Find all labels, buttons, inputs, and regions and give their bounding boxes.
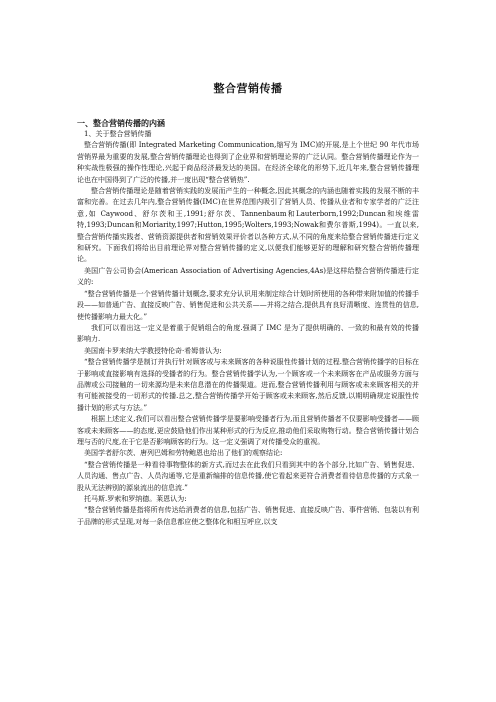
document-body — [77, 118, 419, 528]
paragraph: “整合营销传播学是制订并执行针对顾客或与未来顾客的各种说服性传播计划的过程.整合营销传播学的目标在于影响或直接影响有选择的受播者的行为。整合营销传播学认为,一个顾客或一个未来顾客在产品或服务方面与品牌或公司接触的一切来源均是未来信息潜在的传播渠道。进而,整合营销传播利用与顾客或未来顾客相关的并有可能被接受的一切形式的传播.总之,整合营销传播学开始于顾客或未来顾客,然后反馈,以期明确规定说服性传播计划的形式与方法。” — [77, 358, 419, 412]
paragraph: “整合营销传播是一个营销传播计划概念,要求充分认识用来制定综合计划时所使用的各种带来附加值的传播手段——如普通广告、直接反映广告、销售促进和公共关系——并将之结合,提供具有良好清晰度、连贯性的信息,使传播影响力最大化。” — [77, 289, 419, 321]
paragraph: 整合营销传播(即 Integrated Marketing Communication,缩写为 IMC)的开展,是上个世纪 90 年代市场营销界最为重要的发展,整合营销传播理论也得到了企业界和营销理论界的广泛认同。整合营销传播理论作为一种实战性极强的操作性理论,兴起于商品经济最发达的美国。在经济全球化的形势下,近几年来,整合营销传播理论也在中国得到了广泛的传播,并一度出现“整合营销热”. — [77, 141, 419, 184]
paragraph: 美国广告公司协会(American Association of Advertising Agencies,4As)是这样给整合营销传播进行定义的: — [77, 266, 419, 287]
paragraph: 美国学者舒尔茨、唐列巴姆和劳特鲍恩也给出了他们的观察结论: — [84, 449, 283, 458]
subheading: 1、关于整合营销传播 — [84, 130, 152, 138]
paragraph: 托马斯.罗索和罗纳德。莱恩认为: — [84, 495, 187, 503]
paragraph: 美国南卡罗来纳大学教授特伦奇·希姆普认为: — [84, 346, 222, 355]
paragraph: “整合营销传播是一种看待事物整体的新方式,而过去在此我们只看到其中的各个部分,比如广告、销售促进、人员沟通、售点广告、人员沟通等,它是重新编排的信息传播,使它看起来更符合消费者看待信息传播的方式象一股从无法辨别的源泉流出的信息流.” — [77, 460, 419, 492]
document-title: 整合营销传播 — [213, 82, 283, 95]
section-heading: 一、整合营销传播的内涵 — [77, 118, 165, 128]
paragraph: 我们可以看出这一定义是着重于促销组合的角度.强调了 IMC 是为了提供明确的、一致的和最有效的传播影响力. — [77, 323, 419, 344]
paragraph: 根据上述定义,我们可以看出整合营销传播学是要影响受播者行为,而且营销传播者不仅要影响受播者——顾客或未来顾客——的态度,更应鼓励他们作出某种形式的行为反应,推动他们采取购物行动。整合营销传播计划合理与否的尺度,在于它是否影响顾客的行为。这一定义强调了对传播受众的重视。 — [77, 415, 419, 446]
paragraph: “整合营销传播是指将所有传达给消费者的信息,包括广告、销售促进、直接反映广告、事件营销、包装以有利于品牌的形式呈现,对每一条信息都应使之整体化和相互呼应,以支 — [77, 506, 419, 526]
paragraph: 整合营销传播理论是随着营销实践的发展而产生的一种概念,因此其概念的内涵也随着实践的发展不断的丰富和完善。在过去几年内,整合营销传播(IMC)在世界范围内吸引了营销人员、传播从业者和专家学者的广泛注意,如 Caywood、舒尔茨和王,1991;舒尔茨、Tannenbaum和Lauterborn,1992;Duncan和埃维雷特,1993;Duncan和Moriarity,1997;Hutton,1995;Wolters,1993;Nowak和费尔普斯,1994)。一直以来,整合营销传播实践者、营销资源提供者和营销效果评价者以各种方式,从不同的角度来给整合营销传播进行定义和研究。下面我们将给出目前理论界对整合营销传播的定义,以便我们能够更好的理解和研究整合营销传播理论。 — [77, 187, 419, 264]
